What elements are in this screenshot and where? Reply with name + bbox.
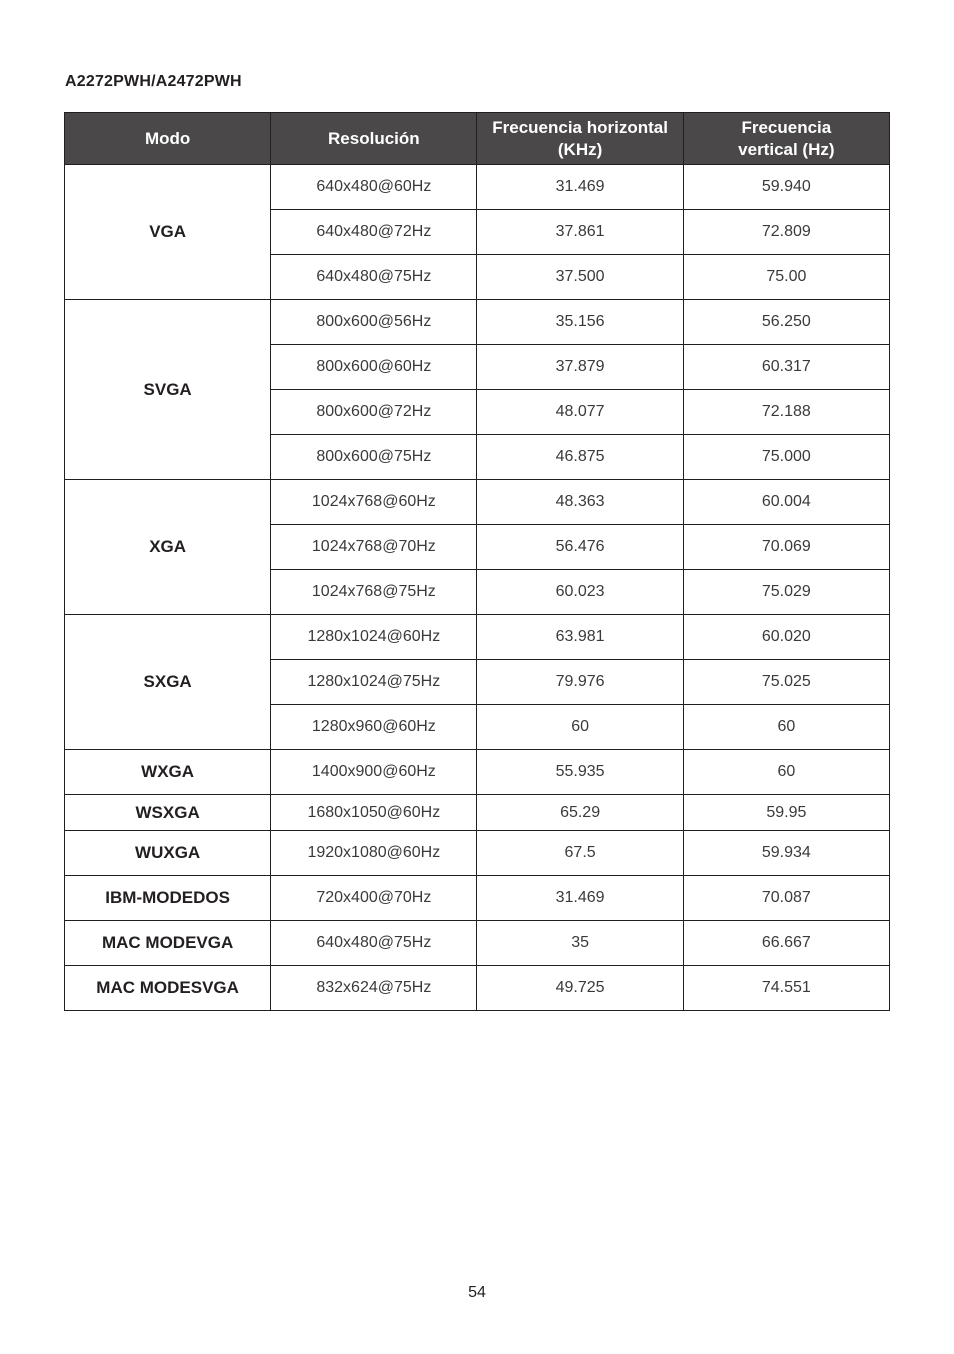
- mode-cell: IBM-MODEDOS: [65, 876, 271, 921]
- horizontal-frequency-cell: 55.935: [477, 750, 683, 795]
- vertical-frequency-cell: 74.551: [683, 966, 889, 1011]
- horizontal-frequency-cell: 67.5: [477, 831, 683, 876]
- horizontal-frequency-cell: 37.500: [477, 255, 683, 300]
- resolution-cell: 800x600@56Hz: [271, 300, 477, 345]
- horizontal-frequency-cell: 35: [477, 921, 683, 966]
- horizontal-frequency-cell: 35.156: [477, 300, 683, 345]
- vertical-frequency-cell: 59.95: [683, 795, 889, 831]
- header-h-freq-line1: Frecuencia horizontal: [492, 117, 668, 137]
- mode-cell: WSXGA: [65, 795, 271, 831]
- resolution-cell: 832x624@75Hz: [271, 966, 477, 1011]
- horizontal-frequency-cell: 31.469: [477, 165, 683, 210]
- table-row: [65, 750, 890, 795]
- vertical-frequency-cell: 59.934: [683, 831, 889, 876]
- timing-table: [64, 112, 890, 1011]
- vertical-frequency-cell: 75.029: [683, 570, 889, 615]
- resolution-cell: 1280x1024@60Hz: [271, 615, 477, 660]
- horizontal-frequency-cell: 37.861: [477, 210, 683, 255]
- horizontal-frequency-cell: 31.469: [477, 876, 683, 921]
- vertical-frequency-cell: 72.809: [683, 210, 889, 255]
- horizontal-frequency-cell: 48.077: [477, 390, 683, 435]
- horizontal-frequency-cell: 79.976: [477, 660, 683, 705]
- vertical-frequency-cell: 75.00: [683, 255, 889, 300]
- horizontal-frequency-cell: 63.981: [477, 615, 683, 660]
- resolution-cell: 800x600@72Hz: [271, 390, 477, 435]
- mode-cell: MAC MODEVGA: [65, 921, 271, 966]
- horizontal-frequency-cell: 65.29: [477, 795, 683, 831]
- horizontal-frequency-cell: 46.875: [477, 435, 683, 480]
- header-horizontal-frequency: [477, 113, 683, 165]
- resolution-cell: 640x480@72Hz: [271, 210, 477, 255]
- resolution-cell: 1280x1024@75Hz: [271, 660, 477, 705]
- vertical-frequency-cell: 60.004: [683, 480, 889, 525]
- horizontal-frequency-cell: 37.879: [477, 345, 683, 390]
- header-h-freq-line2: (KHz): [557, 139, 603, 159]
- header-v-freq-line2: vertical (Hz): [738, 139, 835, 159]
- table-row: [65, 480, 890, 525]
- resolution-cell: 1920x1080@60Hz: [271, 831, 477, 876]
- resolution-cell: 1680x1050@60Hz: [271, 795, 477, 831]
- vertical-frequency-cell: 75.025: [683, 660, 889, 705]
- table-row: [65, 876, 890, 921]
- header-vertical-frequency: [683, 113, 889, 165]
- horizontal-frequency-cell: 60.023: [477, 570, 683, 615]
- mode-cell: WXGA: [65, 750, 271, 795]
- timing-table-body: [65, 165, 890, 1011]
- resolution-cell: 1024x768@75Hz: [271, 570, 477, 615]
- vertical-frequency-cell: 75.000: [683, 435, 889, 480]
- header-v-freq-line1: Frecuencia: [741, 117, 832, 137]
- header-resolution: Resolución: [271, 113, 477, 165]
- vertical-frequency-cell: 72.188: [683, 390, 889, 435]
- resolution-cell: 1024x768@60Hz: [271, 480, 477, 525]
- vertical-frequency-cell: 66.667: [683, 921, 889, 966]
- table-row: [65, 165, 890, 210]
- resolution-cell: 1400x900@60Hz: [271, 750, 477, 795]
- vertical-frequency-cell: 56.250: [683, 300, 889, 345]
- resolution-cell: 640x480@75Hz: [271, 921, 477, 966]
- mode-cell: MAC MODESVGA: [65, 966, 271, 1011]
- table-row: [65, 966, 890, 1011]
- horizontal-frequency-cell: 49.725: [477, 966, 683, 1011]
- header-mode: Modo: [65, 113, 271, 165]
- vertical-frequency-cell: 60: [683, 705, 889, 750]
- table-row: [65, 615, 890, 660]
- table-row: [65, 300, 890, 345]
- horizontal-frequency-cell: 48.363: [477, 480, 683, 525]
- table-row: [65, 921, 890, 966]
- resolution-cell: 720x400@70Hz: [271, 876, 477, 921]
- vertical-frequency-cell: 60: [683, 750, 889, 795]
- mode-cell: SXGA: [65, 615, 271, 750]
- vertical-frequency-cell: 70.087: [683, 876, 889, 921]
- vertical-frequency-cell: 59.940: [683, 165, 889, 210]
- vertical-frequency-cell: 70.069: [683, 525, 889, 570]
- horizontal-frequency-cell: 60: [477, 705, 683, 750]
- horizontal-frequency-cell: 56.476: [477, 525, 683, 570]
- table-row: [65, 795, 890, 831]
- model-title: A2272PWH/A2472PWH: [65, 73, 242, 90]
- resolution-cell: 640x480@75Hz: [271, 255, 477, 300]
- resolution-cell: 1280x960@60Hz: [271, 705, 477, 750]
- vertical-frequency-cell: 60.317: [683, 345, 889, 390]
- mode-cell: VGA: [65, 165, 271, 300]
- table-header-row: [65, 113, 890, 165]
- resolution-cell: 640x480@60Hz: [271, 165, 477, 210]
- page-number: 54: [468, 1284, 486, 1301]
- mode-cell: SVGA: [65, 300, 271, 480]
- mode-cell: WUXGA: [65, 831, 271, 876]
- resolution-cell: 800x600@60Hz: [271, 345, 477, 390]
- resolution-cell: 1024x768@70Hz: [271, 525, 477, 570]
- resolution-cell: 800x600@75Hz: [271, 435, 477, 480]
- mode-cell: XGA: [65, 480, 271, 615]
- table-row: [65, 831, 890, 876]
- vertical-frequency-cell: 60.020: [683, 615, 889, 660]
